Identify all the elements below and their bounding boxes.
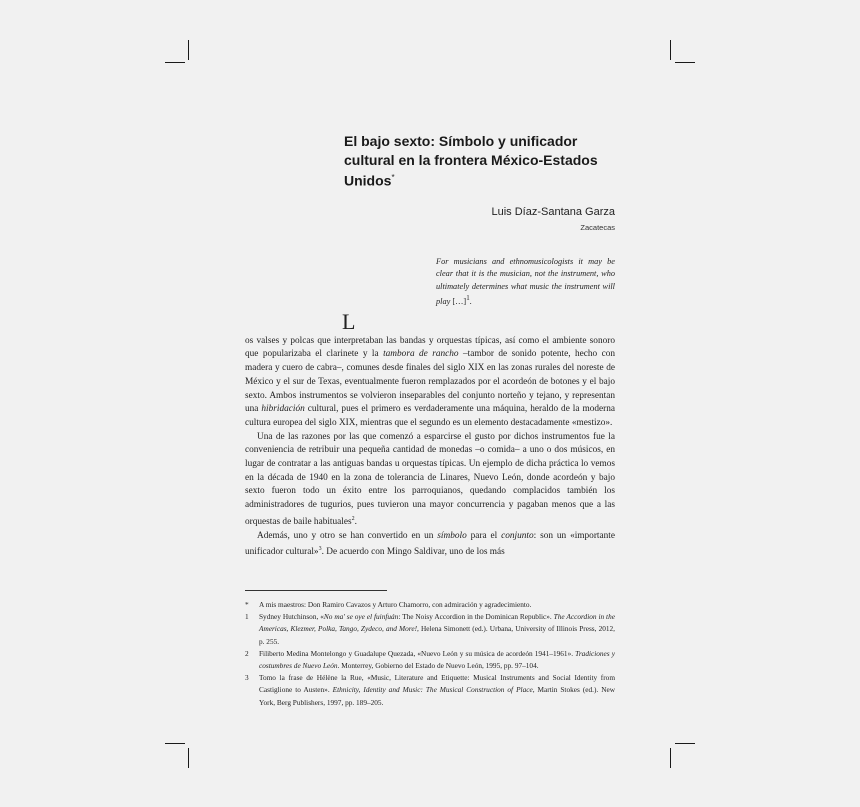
paragraph-text: para el [466, 530, 502, 541]
crop-mark [675, 62, 695, 63]
crop-mark [165, 62, 185, 63]
emphasis: Ethnicity, Identity and Music: The Musical Construction of Place [332, 685, 533, 695]
author-affiliation: Zacatecas [580, 223, 615, 232]
paragraph-text: os valses y polcas que interpretaban las bandas y orquestas típicas, así como el ambiente sonoro que popularizaba el clarinete y la [245, 335, 615, 360]
footnote-mark: * [245, 600, 249, 609]
drop-cap: L [342, 309, 356, 334]
paragraph-text: –tambor de sonido potente, hecho con madera y cuero de cabra–, comunes desde finales del siglo XIX en las zonas rurales del noreste de México y el sur de Texas, eventualmente fueron remplazados por el acordeón de botones y el bajo sexto. Ambos instrumentos se volvieron inseparables del conjunto norteño y tejano, y representan una [245, 349, 615, 415]
footnote-text: Filiberto Medina Montelongo y Guadalupe Quezada, «Nuevo León y su música de acordeón 1941–1961». [259, 648, 576, 658]
paragraph-text: . [354, 516, 357, 527]
crop-mark [670, 748, 671, 768]
paragraph-text: Una de las razones por las que comenzó a esparcirse el gusto por dichos instrumentos fue la conveniencia de retribuir una pequeña cantidad de monedas –o comida– a uno o dos músicos, en lugar de contratar a las antiguas bandas u orquestas típicas. Un ejemplo de dicha práctica lo vemos en la década de 1940 en la zona de tolerancia de Linares, Nuevo León, donde acordeón y bajo sexto fueron todo un éxito entre los parroquianos, quedando complacidos también los administradores de tugurios, pues tuvieron una mayor concurrencia y pagaban menos que a las orquestas de baile habituales [245, 431, 615, 527]
paragraph-text: . De acuerdo con Mingo Saldivar, uno de los más [321, 547, 505, 558]
paragraph-text: cultural, pues el primero es verdaderamente una máquina, heraldo de la moderna cultura europea del siglo XIX, mientras que el segundo es un elemento destacadamente «mestizo». [245, 404, 615, 428]
emphasis: Tradiciones y costumbres de Nuevo León [259, 648, 615, 671]
epigraph-text: For musicians and ethnomusicologists it may be clear that it is the musician, not the instrument, who ultimately determines what music the instrument will play [436, 257, 615, 306]
footnotes [245, 599, 615, 709]
footnote [245, 599, 615, 611]
crop-mark [670, 40, 671, 60]
author-name: Luis Díaz-Santana Garza [491, 206, 615, 218]
paragraph [245, 431, 615, 530]
emphasis: No ma' se oye el fuinfuán [323, 612, 399, 622]
footnote-ref: 2 [351, 515, 355, 522]
crop-mark [165, 743, 185, 744]
footnote-rule [245, 590, 387, 591]
footnote [245, 611, 615, 648]
emphasis: conjunto [501, 530, 534, 541]
footnote-text: , Martin Stokes (ed.). New York, Berg Publishers, 1997, pp. 189–205. [259, 685, 615, 707]
footnote-text: . Monterrey, Gobierno del Estado de Nuevo León, 1995, pp. 97–104. [337, 661, 539, 671]
footnote-text: : The Noisy Accordion in the Dominican Republic». [398, 612, 554, 622]
body-text [245, 309, 615, 560]
footnote-mark: 2 [245, 648, 249, 658]
crop-mark [675, 743, 695, 744]
footnote-mark: 3 [245, 673, 249, 683]
paragraph-text: : son un «importante unificador cultural» [245, 530, 615, 558]
article-title [344, 132, 624, 190]
footnote-text: Tomo la frase de Hélène la Rue, «Music, Literature and Etiquette: Musical Instruments and Social Identity from Castiglione to Austen». [259, 673, 615, 695]
title-footnote-mark: * [391, 173, 395, 182]
emphasis: símbolo [437, 530, 467, 541]
footnote-ref: 3 [318, 546, 322, 553]
epigraph-footnote-ref: 1 [466, 294, 470, 302]
epigraph-end: . [469, 296, 472, 306]
emphasis: The Accordion in the Americas, Klezmer, Polka, Tango, Zydeco, and More! [259, 612, 615, 634]
footnote-text: , Helena Simonett (ed.). Urbana, University of Illinois Press, 2012, p. 255. [259, 624, 616, 646]
footnote-mark: 1 [245, 612, 249, 622]
title-text: El bajo sexto: Símbolo y unificador cultural en la frontera México-Estados Unidos [344, 133, 598, 189]
paragraph [245, 530, 615, 561]
emphasis: hibridación [261, 404, 305, 415]
emphasis: tambora de rancho [383, 349, 459, 360]
epigraph-ellipsis: […] [452, 296, 467, 306]
paragraph [245, 309, 615, 431]
crop-mark [188, 40, 189, 60]
epigraph [436, 256, 615, 308]
crop-mark [188, 748, 189, 768]
footnote-text: Sydney Hutchinson, « [259, 612, 324, 622]
footnote-text: A mis maestros: Don Ramiro Cavazos y Arturo Chamorro, con admiración y agradecimiento. [259, 600, 532, 609]
paragraph-text: Además, uno y otro se han convertido en un [257, 530, 438, 541]
footnote [245, 672, 615, 709]
footnote [245, 648, 615, 672]
